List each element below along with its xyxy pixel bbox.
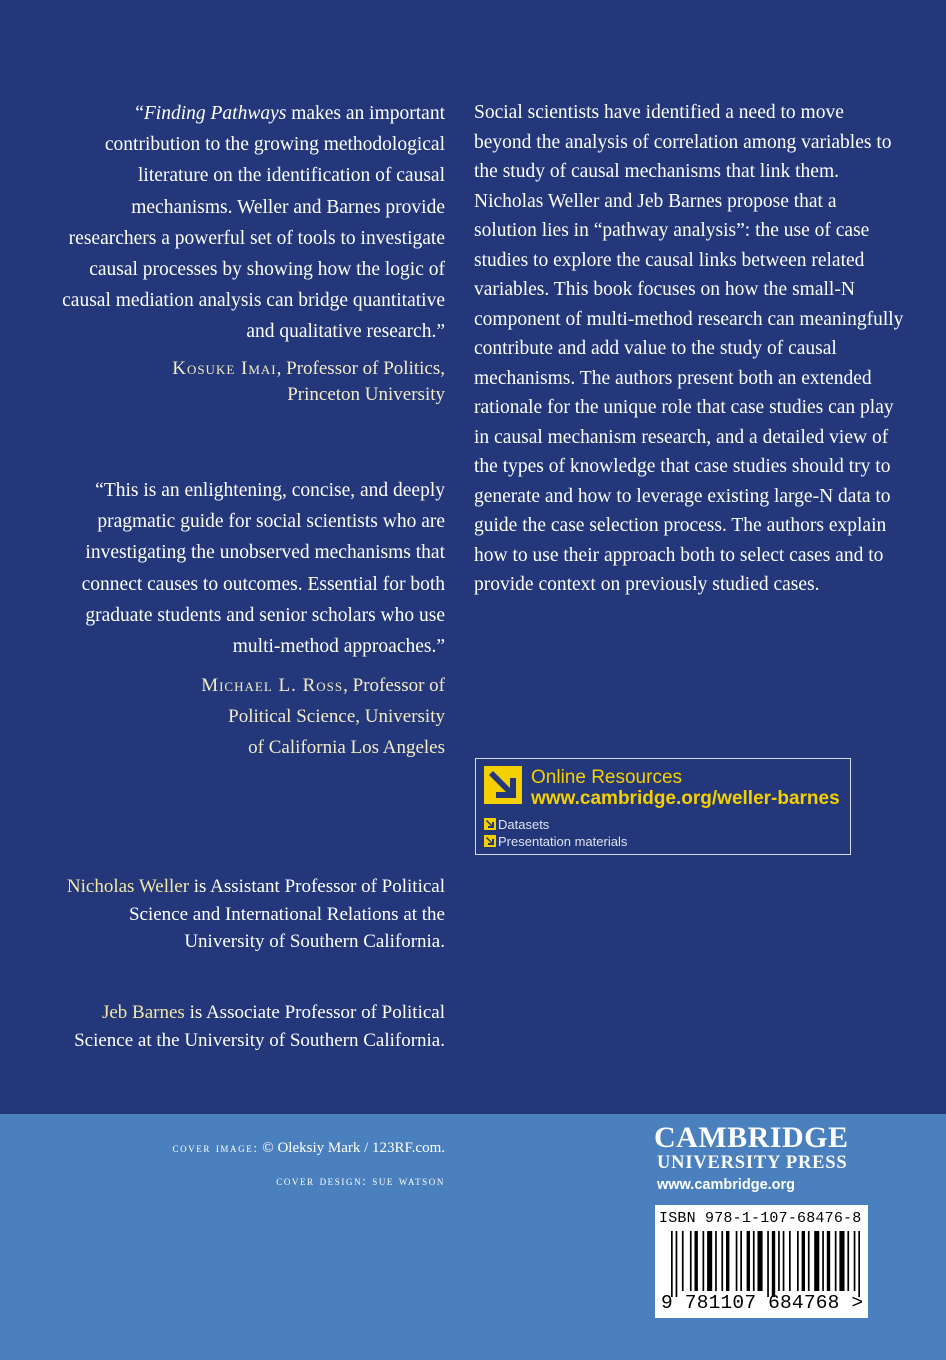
endorsement-quote-2 (50, 475, 445, 763)
barcode-bar (707, 1231, 712, 1291)
barcode-bar (682, 1231, 684, 1291)
barcode-bar (721, 1231, 723, 1291)
barcode-bar (671, 1231, 673, 1297)
barcode-bar (772, 1231, 775, 1297)
cover-image-credit: cover image: © Oleksiy Mark / 123RF.com. (172, 1140, 445, 1156)
endorsement-quote-1 (50, 98, 445, 408)
arrow-down-right-icon (484, 818, 496, 830)
quote-2-attribution: Michael L. Ross, Professor of Political Science, University of California Los Angeles (201, 675, 445, 759)
author-name-1: Nicholas Weller (66, 876, 190, 897)
quote-1-text: “Finding Pathways makes an important contribution to the growing methodological literature on the identification of causal mechanisms. Weller and Barnes provide researchers a powerful set of tools to investigate causal processes by showing how the logic of causal mediation analysis can bridge quantitative and qualitative research.” (62, 103, 445, 343)
barcode-bar (703, 1231, 705, 1291)
isbn-barcode (655, 1205, 868, 1318)
barcode-bar (802, 1231, 805, 1291)
quote-1-book-title: Finding Pathways (143, 103, 287, 124)
arrow-down-right-icon (484, 835, 496, 847)
barcode-bar (740, 1231, 742, 1291)
barcode-bar (736, 1231, 738, 1291)
author-name-2: Jeb Barnes (101, 1002, 185, 1023)
quote-2-text: “This is an enlightening, concise, and deeply pragmatic guide for social scientists who are investigating the unobserved mechanisms that connect causes to outcomes. Essential for both graduate students and senior scholars who use multi-method approaches.” (81, 480, 445, 658)
barcode-bar (778, 1231, 780, 1291)
barcode-bar (753, 1231, 755, 1291)
barcode-bar (839, 1231, 844, 1291)
barcode-bar (797, 1231, 799, 1291)
resource-item-datasets[interactable]: Datasets (484, 817, 549, 832)
barcode-bar (827, 1231, 830, 1291)
barcode-bar (789, 1231, 791, 1291)
barcode-bar (814, 1231, 819, 1291)
cover-design-credit: cover design: sue watson (276, 1173, 445, 1188)
barcode-bar (847, 1231, 849, 1291)
author-bio-1: Nicholas Weller is Assistant Professor of Political Science and International Relations at the University of Southern California. (66, 876, 445, 952)
barcode-bar (758, 1231, 763, 1291)
online-resources-box (475, 758, 851, 855)
barcode-bar (822, 1231, 824, 1291)
author-bio-2: Jeb Barnes is Associate Professor of Political Science at the University of Southern California. (74, 1002, 445, 1051)
resources-title: Online Resources (531, 767, 683, 788)
resource-item-presentations[interactable]: Presentation materials (484, 834, 627, 849)
barcode-bar (783, 1231, 785, 1291)
barcode-bar (715, 1231, 717, 1291)
quote-1-attribution: Kosuke Imai, Professor of Politics, Princeton University (172, 357, 445, 405)
resources-url-link[interactable]: www.cambridge.org/weller-barnes (531, 788, 840, 809)
barcode-bar (835, 1231, 837, 1291)
barcode-bar (676, 1231, 678, 1297)
quote-2-author: Michael L. Ross (201, 675, 344, 697)
barcode-bar (747, 1231, 750, 1291)
barcode-bar (854, 1231, 856, 1291)
isbn-number: ISBN 978-1-107-68476-8 (659, 1210, 862, 1227)
arrow-down-right-icon (484, 766, 522, 804)
barcode-bar (767, 1231, 769, 1297)
publisher-logo-name: CAMBRIDGE (654, 1121, 849, 1154)
book-description: Social scientists have identified a need to move beyond the analysis of correlation among variables to the study of causal mechanisms that link them. Nicholas Weller and Jeb Barnes propose that a solution lies in “pathway analysis”: the use of case studies to explore the causal links between related variables. This book focuses on how the small-N component of multi-method research can meaningfully contribute and add value to the study of causal mechanisms. The authors present both an extended rationale for the unique role that case studies can play in causal mechanism research, and a detailed view of the types of knowledge that case studies should try to generate and how to leverage existing large-N data to guide the case selection process. The authors explain how to use their approach both to select cases and to provide context on previously studied cases. (474, 102, 904, 595)
barcode-bar (808, 1231, 810, 1291)
barcode-bar (858, 1231, 860, 1297)
publisher-url[interactable]: www.cambridge.org (657, 1177, 796, 1193)
barcode-bar (690, 1231, 692, 1291)
barcode-digits: 9 781107 684768 > (661, 1292, 864, 1314)
quote-1-author: Kosuke Imai (172, 357, 277, 379)
publisher-logo-press: UNIVERSITY PRESS (657, 1153, 848, 1173)
barcode-bar (695, 1231, 698, 1291)
barcode-bar (726, 1231, 729, 1291)
